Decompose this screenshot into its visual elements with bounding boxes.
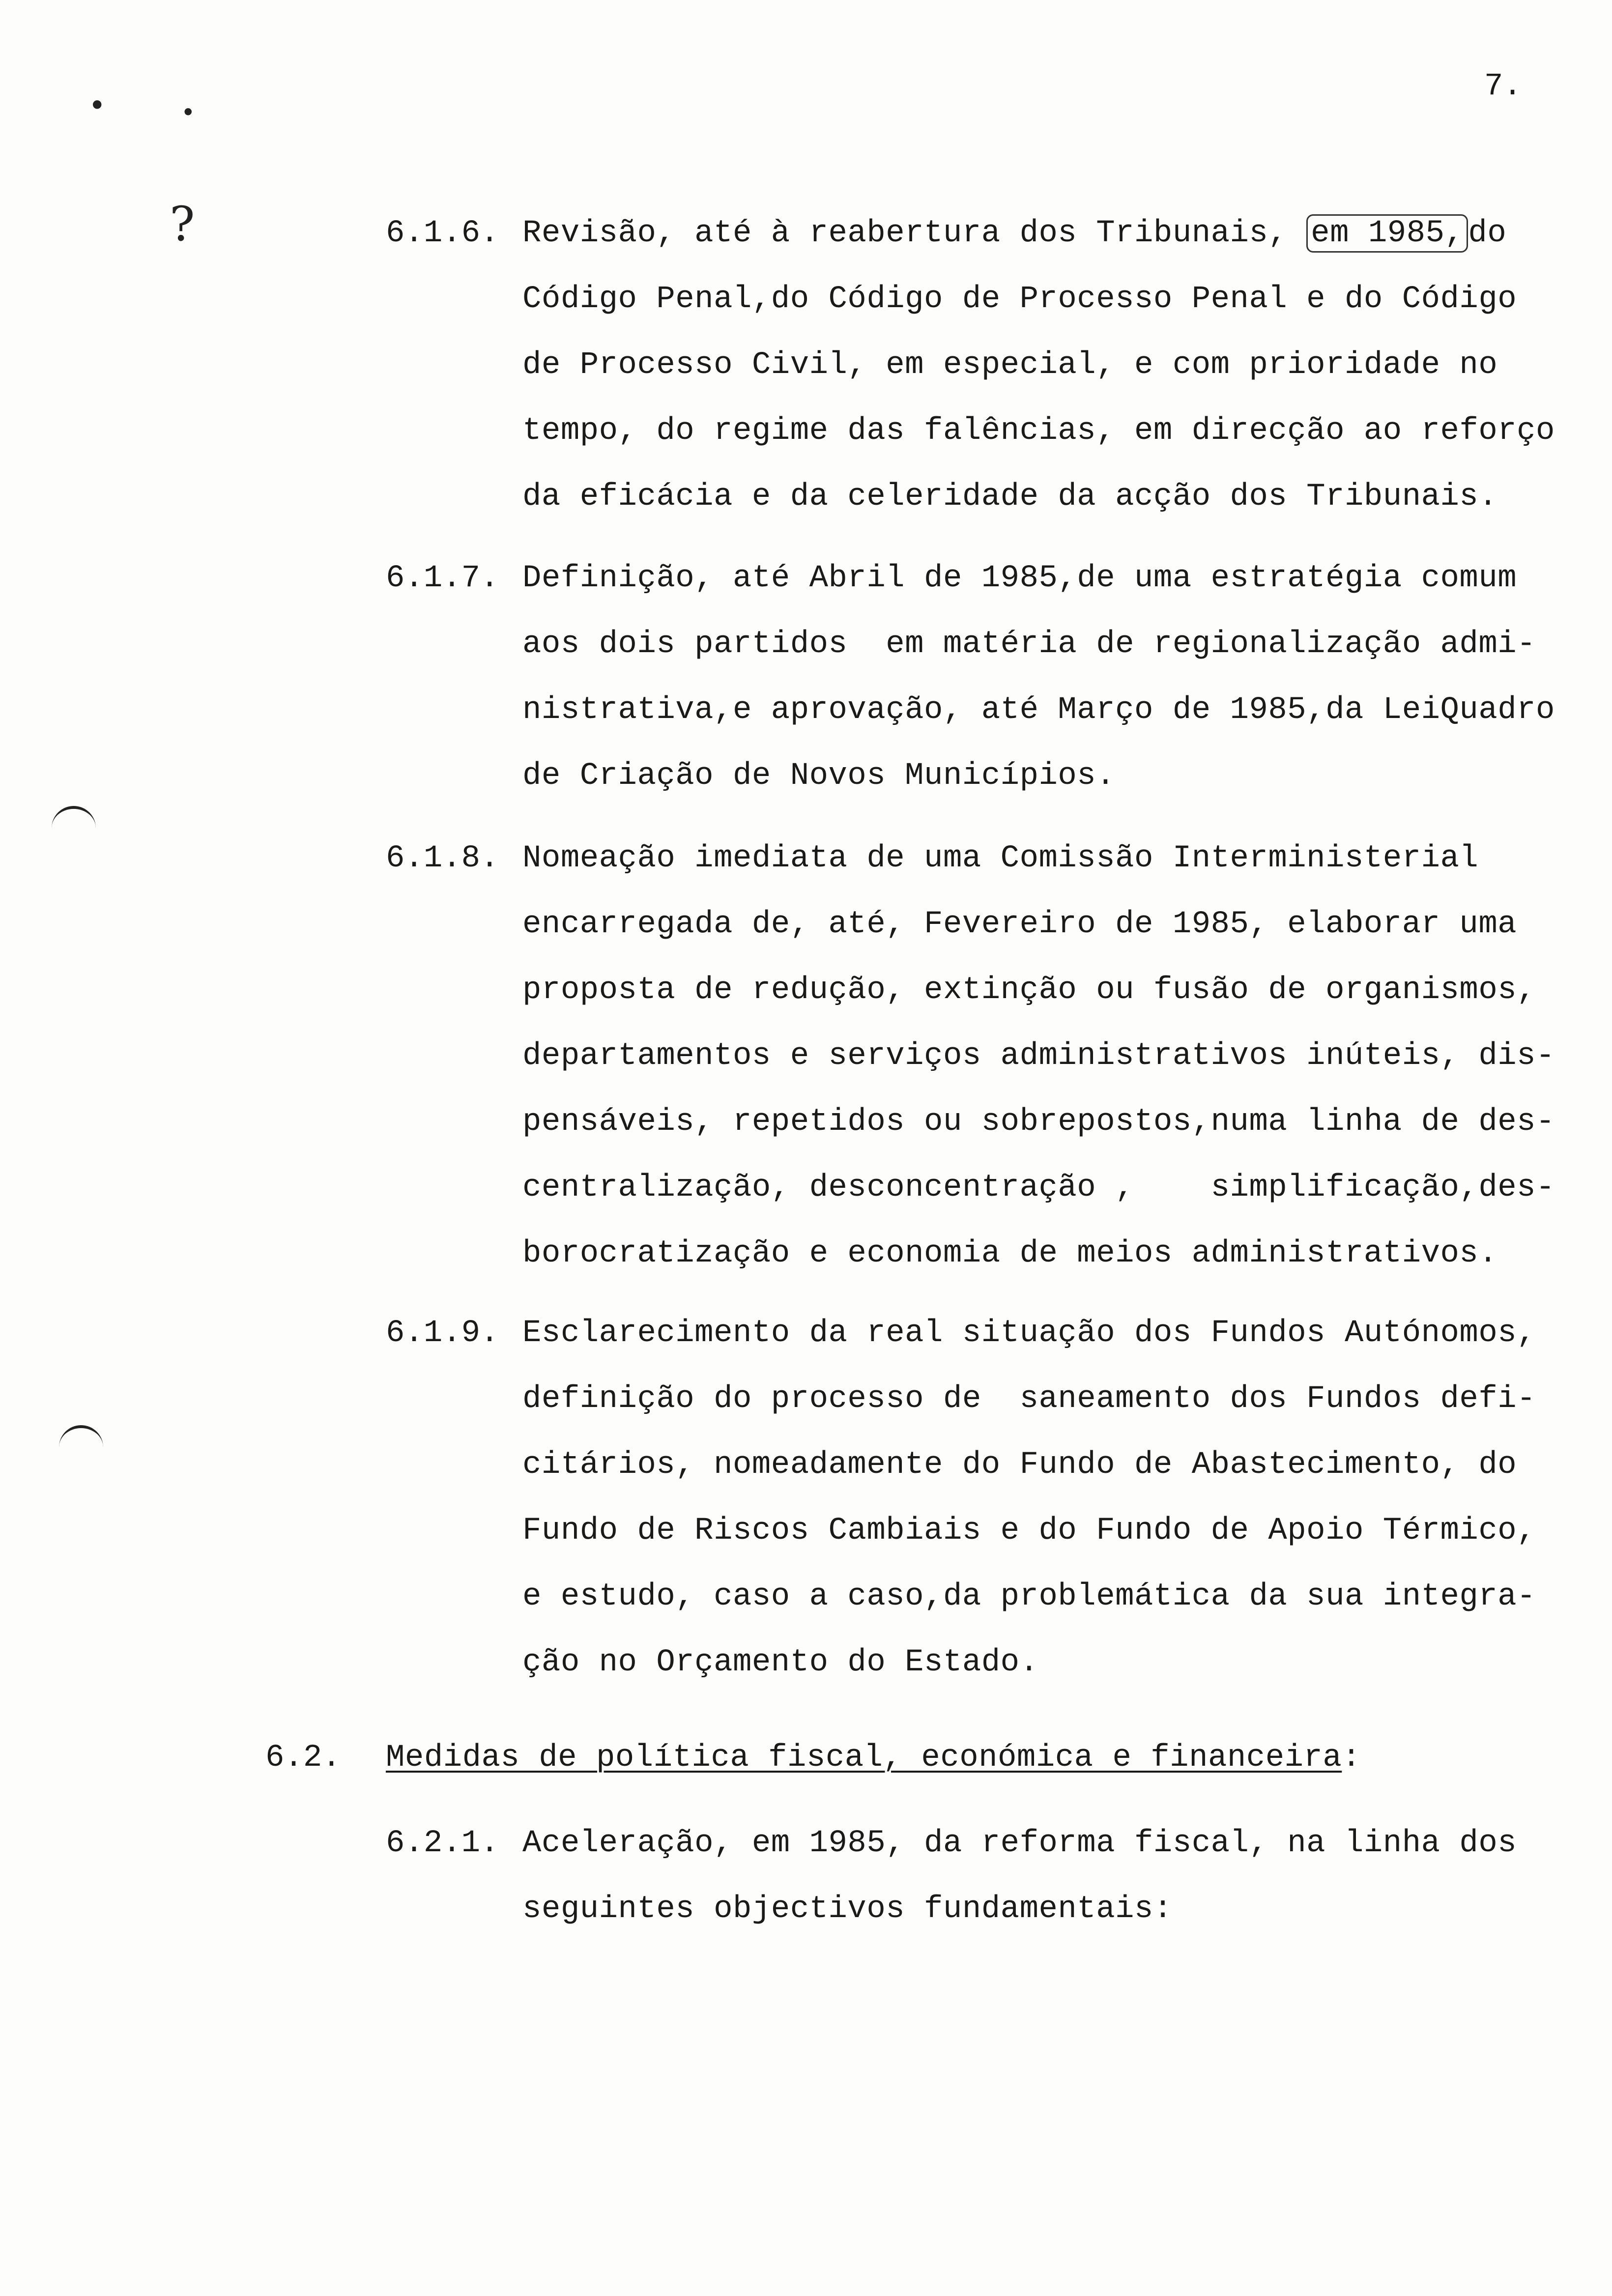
- margin-dot-mark: •: [88, 88, 106, 123]
- item-number: 6.1.8.: [386, 841, 499, 876]
- margin-question-mark: ?: [170, 197, 195, 252]
- section-number: 6.2.: [265, 1740, 341, 1776]
- page-number: 7.: [1484, 69, 1522, 104]
- item-line: departamentos e serviços administrativos inúteis, dis-: [522, 1038, 1555, 1074]
- item-line: Fundo de Riscos Cambiais e do Fundo de Apoio Térmico,: [522, 1513, 1536, 1549]
- item-line: Definição, até Abril de 1985,de uma estratégia comum: [522, 561, 1517, 596]
- handwritten-box-annotation: em 1985,: [1306, 214, 1468, 253]
- item-line: borocratização e economia de meios administrativos.: [522, 1236, 1498, 1271]
- item-line: citários, nomeadamente do Fundo de Abastecimento, do: [522, 1447, 1517, 1483]
- item-line: Aceleração, em 1985, da reforma fiscal, na linha dos: [522, 1826, 1517, 1861]
- item-line: Código Penal,do Código de Processo Penal e do Código: [522, 282, 1517, 317]
- item-line: tempo, do regime das falências, em direcção ao reforço: [522, 413, 1555, 449]
- margin-arc-mark: [52, 806, 96, 829]
- section-heading: Medidas de política fiscal, económica e financeira:: [386, 1740, 1361, 1776]
- item-number: 6.1.7.: [386, 561, 499, 596]
- item-line: ção no Orçamento do Estado.: [522, 1645, 1039, 1680]
- item-line: pensáveis, repetidos ou sobrepostos,numa linha de des-: [522, 1104, 1555, 1140]
- item-line: da eficácia e da celeridade da acção dos Tribunais.: [522, 479, 1498, 515]
- item-line: Esclarecimento da real situação dos Fundos Autónomos,: [522, 1316, 1536, 1351]
- item-line: seguintes objectivos fundamentais:: [522, 1892, 1173, 1927]
- item-line: de Processo Civil, em especial, e com prioridade no: [522, 347, 1498, 383]
- item-line: definição do processo de saneamento dos Fundos defi-: [522, 1381, 1536, 1417]
- item-number: 6.1.9.: [386, 1316, 499, 1351]
- item-line: encarregada de, até, Fevereiro de 1985, elaborar uma: [522, 907, 1517, 942]
- item-line: Revisão, até à reabertura dos Tribunais, em 1985, do: [522, 214, 1506, 253]
- margin-arc-mark: [59, 1425, 103, 1448]
- item-line: e estudo, caso a caso,da problemática da sua integra-: [522, 1579, 1536, 1614]
- item-line: nistrativa,e aprovação, até Março de 1985,da LeiQuadro: [522, 692, 1555, 728]
- item-number: 6.1.6.: [386, 216, 499, 251]
- margin-dot-mark: •: [181, 98, 196, 127]
- item-line: de Criação de Novos Municípios.: [522, 758, 1116, 794]
- item-number: 6.2.1.: [386, 1826, 499, 1861]
- item-line: proposta de redução, extinção ou fusão de organismos,: [522, 973, 1536, 1008]
- item-line: aos dois partidos em matéria de regionalização admi-: [522, 627, 1536, 662]
- item-line: centralização, desconcentração , simplificação,des-: [522, 1170, 1555, 1205]
- item-line: Nomeação imediata de uma Comissão Interministerial: [522, 841, 1479, 876]
